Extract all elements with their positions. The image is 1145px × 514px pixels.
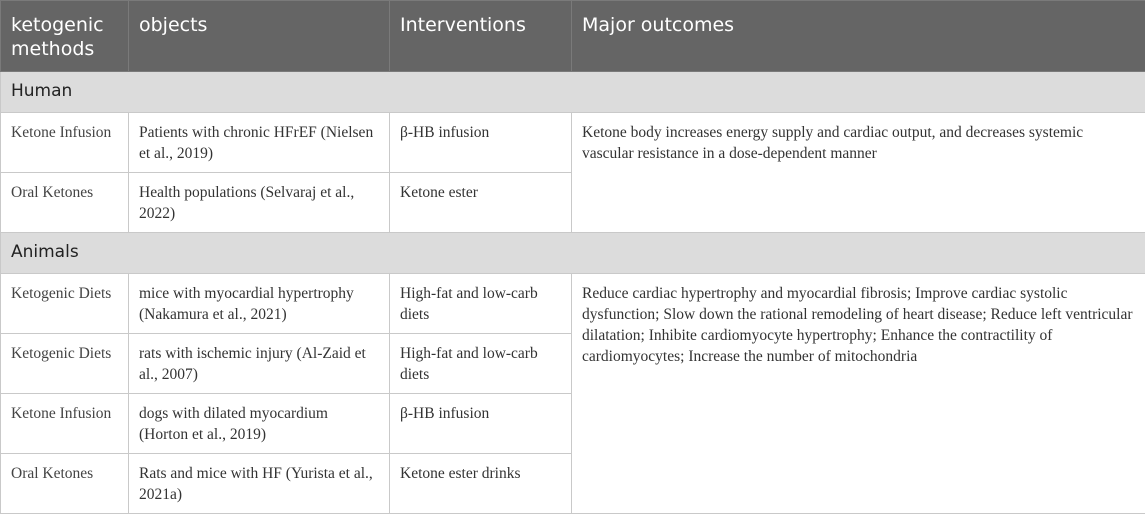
method-cell: Oral Ketones: [1, 173, 129, 233]
intervention-cell: High-fat and low-carb diets: [390, 274, 572, 334]
intervention-cell: β-HB infusion: [390, 113, 572, 173]
method-cell: Ketogenic Diets: [1, 334, 129, 394]
object-cell: rats with ischemic injury (Al-Zaid et al., 2007): [129, 334, 390, 394]
method-cell: Ketone Infusion: [1, 394, 129, 454]
header-row: [1, 1, 1145, 72]
object-cell: Patients with chronic HFrEF (Nielsen et al., 2019): [129, 113, 390, 173]
intervention-cell: β-HB infusion: [390, 394, 572, 454]
header-major-outcomes: Major outcomes: [572, 1, 1145, 72]
section-row-human: [1, 72, 1145, 113]
object-cell: Health populations (Selvaraj et al., 2022): [129, 173, 390, 233]
intervention-cell: Ketone ester: [390, 173, 572, 233]
outcome-cell: Reduce cardiac hypertrophy and myocardial fibrosis; Improve cardiac systolic dysfunction; Slow down the rational remodeling of heart disease; Reduce left ventricular dilatation; Inhibite cardiomyocyte hypertrophy; Enhance the contractility of cardiomyocytes; Increase the number of mitochondria: [572, 274, 1145, 514]
header-objects: objects: [129, 1, 390, 72]
intervention-cell: Ketone ester drinks: [390, 454, 572, 514]
table-header: [1, 1, 1145, 72]
object-cell: dogs with dilated myocardium (Horton et al., 2019): [129, 394, 390, 454]
intervention-cell: High-fat and low-carb diets: [390, 334, 572, 394]
table-row: [1, 113, 1145, 173]
header-ketogenic-methods: ketogenic methods: [1, 1, 129, 72]
object-cell: Rats and mice with HF (Yurista et al., 2021a): [129, 454, 390, 514]
section-title: Human: [1, 72, 1145, 113]
method-cell: Ketone Infusion: [1, 113, 129, 173]
method-cell: Oral Ketones: [1, 454, 129, 514]
table-row: [1, 274, 1145, 334]
method-cell: Ketogenic Diets: [1, 274, 129, 334]
table-body: [1, 72, 1145, 514]
section-title: Animals: [1, 233, 1145, 274]
object-cell: mice with myocardial hypertrophy (Nakamura et al., 2021): [129, 274, 390, 334]
section-row-animals: [1, 233, 1145, 274]
header-interventions: Interventions: [390, 1, 572, 72]
outcome-cell: Ketone body increases energy supply and cardiac output, and decreases systemic vascular resistance in a dose-dependent manner: [572, 113, 1145, 233]
